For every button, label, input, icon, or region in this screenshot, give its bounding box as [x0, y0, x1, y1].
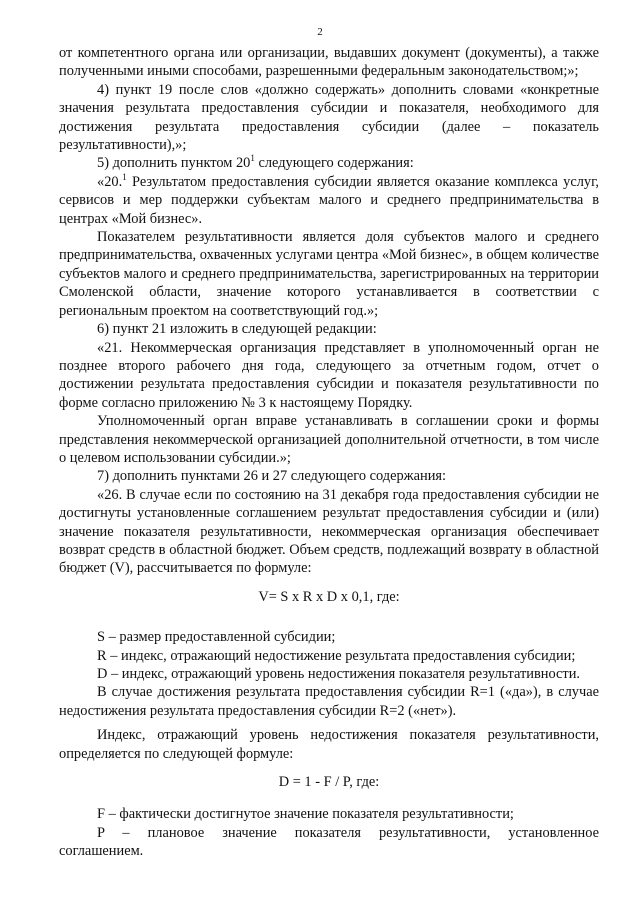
paragraph-r-values: В случае достижения результата предоставления субсидии R=1 («да»), в случае недостижения результата предоставления субсидии R=2 («нет»).	[59, 684, 599, 719]
item-5-text: 5) дополнить пунктом 20	[97, 155, 251, 172]
point-20-1-number: «20.	[97, 173, 123, 190]
paragraph-item-6: 6) пункт 21 изложить в следующей редакции:	[97, 321, 377, 338]
definition-r: R – индекс, отражающий недостижение результата предоставления субсидии;	[97, 647, 576, 664]
item-5-text-end: следующего содержания:	[254, 155, 414, 172]
paragraph-additional-reporting: Уполномоченный орган вправе устанавливать в соглашении сроки и формы представления некоммерческой организацией дополнительной отчетности, в том числе о целевом использовании субсидии.»;	[59, 413, 599, 466]
page-number: 2	[317, 26, 323, 38]
paragraph-point-20-1	[59, 173, 599, 228]
definition-f: F – фактически достигнутое значение показателя результативности;	[97, 806, 514, 823]
definition-p: P – плановое значение показателя результативности, установленное соглашением.	[59, 824, 599, 860]
paragraph-point-26: «26. В случае если по состоянию на 31 декабря года предоставления субсидии не достигнуты установленные соглашением результат предоставления субсидии и (или) значение показателя результативности, некоммерческая организация обеспечивает возврат средств в областной бюджет. Объем средств, подлежащий возврату в областной бюджет (V), рассчитывается по формуле:	[59, 486, 599, 577]
paragraph-indicator: Показателем результативности является доля субъектов малого и среднего предпринимательства, охваченных услугами центра «Мой бизнес», в общем количестве субъектов малого и среднего предпринимательства, зарегистрированных на территории Смоленской области, значение которого устанавливается в соответствии с региональным проектом на соответствующий год.»;	[59, 229, 599, 319]
paragraph-item-7: 7) дополнить пунктами 26 и 27 следующего содержания:	[97, 468, 447, 485]
formula-d: D = 1 - F / P, где:	[278, 774, 380, 791]
point-20-1-superscript: 1	[122, 171, 127, 182]
definition-s: S – размер предоставленной субсидии;	[97, 629, 336, 646]
paragraph-continuation: от компетентного органа или организации, выдавших документ (документы), а также полученными иными способами, разрешенными федеральным законодательством;»;	[59, 45, 599, 80]
definition-d: D – индекс, отражающий уровень недостижения показателя результативности.	[97, 666, 581, 682]
paragraph-index-d: Индекс, отражающий уровень недостижения показателя результативности, определяется по следующей формуле:	[59, 727, 599, 762]
document-body	[59, 44, 599, 861]
paragraph-item-5	[59, 154, 599, 172]
paragraph-point-21: «21. Некоммерческая организация представляет в уполномоченный орган не позднее второго рабочего дня года, следующего за отчетным годом, отчет о достижении результата предоставления субсидии и показателя результативности по форме согласно приложению № 3 к настоящему Порядку.	[59, 339, 599, 411]
paragraph-item-4: 4) пункт 19 после слов «должно содержать» дополнить словами «конкретные значения результата предоставления субсидии и показателя, необходимого для достижения результата предоставления субсидии (далее – показатель результативности),»;	[59, 81, 599, 154]
item-5-superscript: 1	[250, 153, 255, 164]
formula-v: V= S x R x D x 0,1, где:	[258, 588, 400, 605]
point-20-1-text: Результатом предоставления субсидии является оказание комплекса услуг, сервисов и мер поддержки субъектам малого и среднего предпринимательства в центрах «Мой бизнес».	[59, 173, 599, 227]
